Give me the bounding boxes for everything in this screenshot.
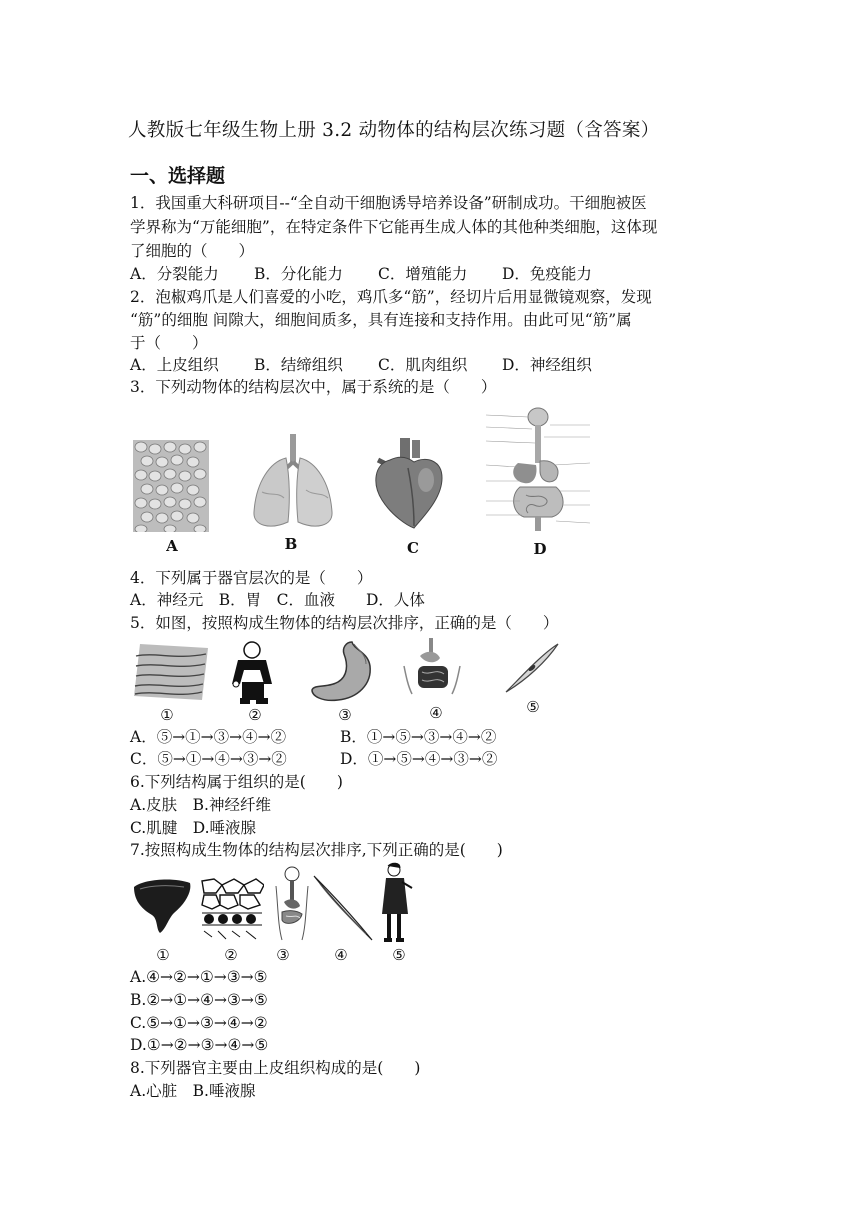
digestive-organs-image: [400, 636, 464, 700]
lungs-image: [250, 432, 336, 532]
q7-option-c: C.⑤→①→③→④→②: [130, 1014, 268, 1032]
q4-question: 4．下列属于器官层次的是（ ）: [130, 569, 373, 587]
q2-option-c: C．肌肉组织: [378, 356, 468, 374]
q2-option-a: A．上皮组织: [130, 356, 219, 374]
q5-question: 5．如图，按照构成生物体的结构层次排序，正确的是（ ）: [130, 614, 559, 632]
q5-figure-label-1: ①: [160, 706, 174, 724]
q1-line-1: 1．我国重大科研项目--“全自动干细胞诱导培养设备”研制成功。干细胞被医: [130, 194, 647, 212]
q6-question: 6.下列结构属于组织的是( ): [130, 773, 343, 791]
q1-option-d: D．免疫能力: [502, 265, 592, 283]
q1-option-a: A．分裂能力: [130, 265, 219, 283]
q7-figure-label-5: ⑤: [392, 946, 406, 964]
q5-option-a: A．⑤→①→③→④→②: [130, 728, 287, 746]
q6-options-row2: C.肌腱 D.唾液腺: [130, 819, 257, 837]
q2-line-2: “筋”的细胞 间隙大，细胞间质多，具有连接和支持作用。由此可见“筋”属: [130, 311, 632, 329]
q1-options: [130, 263, 592, 285]
q1-option-c: C．增殖能力: [378, 265, 468, 283]
q5-figure-label-5: ⑤: [526, 698, 540, 716]
heart-image: [370, 438, 450, 530]
woman-image: [378, 862, 414, 944]
q1-option-b: B．分化能力: [254, 265, 343, 283]
document-title: 人教版七年级生物上册 3.2 动物体的结构层次练习题（含答案）: [128, 120, 660, 141]
q3-figure-label-d: D: [533, 540, 547, 558]
muscle-cell-image: [502, 640, 562, 696]
q7-figure-label-2: ②: [224, 946, 238, 964]
stomach-image: [308, 640, 378, 704]
q7-option-d: D.①→②→③→④→⑤: [130, 1036, 269, 1054]
q2-line-3: 于（ ）: [130, 334, 208, 352]
liver-image: [130, 873, 194, 937]
q8-question: 8.下列器官主要由上皮组织构成的是( ): [130, 1059, 421, 1077]
digestive-system-image: [480, 405, 596, 535]
q5-options-row2: [130, 748, 497, 770]
q2-option-d: D．神经组织: [502, 356, 592, 374]
q5-option-c: C．⑤→①→④→③→②: [130, 750, 287, 768]
q7-figure-label-1: ①: [156, 946, 170, 964]
q3-figure-label-a: A: [166, 537, 178, 555]
q7-figure-label-4: ④: [334, 946, 348, 964]
q2-options: [130, 354, 592, 376]
q8-options: A.心脏 B.唾液腺: [130, 1082, 256, 1100]
human-digestive-system-image: [268, 866, 316, 942]
q2-line-1: 2．泡椒鸡爪是人们喜爱的小吃，鸡爪多“筋”，经切片后用显微镜观察，发现: [130, 288, 652, 306]
q3-question: 3．下列动物体的结构层次中，属于系统的是（ ）: [130, 378, 497, 396]
muscle-tissue-image: [132, 642, 210, 704]
q2-option-b: B．结缔组织: [254, 356, 343, 374]
q5-figure-label-3: ③: [338, 706, 352, 724]
q3-figure-label-c: C: [407, 539, 419, 557]
epithelial-cells-image: [200, 877, 264, 941]
q1-line-2: 学界称为“万能细胞”，在特定条件下它能再生成人体的其他种类细胞，这体现: [130, 218, 658, 236]
section-heading: 一、选择题: [130, 165, 226, 187]
q5-options-row1: [130, 726, 496, 748]
q7-figure-label-3: ③: [276, 946, 290, 964]
q6-options-row1: A.皮肤 B.神经纤维: [130, 796, 271, 814]
q7-option-b: B.②→①→④→③→⑤: [130, 991, 268, 1009]
q5-figure-label-4: ④: [429, 704, 443, 722]
q4-options: A．神经元 B．胃 C．血液 D．人体: [130, 591, 425, 609]
q7-question: 7.按照构成生物体的结构层次排序,下列正确的是( ): [130, 841, 503, 859]
q5-option-d: D．①→⑤→④→③→②: [340, 750, 498, 768]
q1-line-3: 了细胞的（ ）: [130, 242, 255, 260]
q7-option-a: A.④→②→①→③→⑤: [130, 968, 268, 986]
muscle-fiber-image: [310, 872, 376, 944]
q5-option-b: B．①→⑤→③→④→②: [340, 728, 497, 746]
epithelial-tissue-image: [133, 440, 209, 532]
child-image: [230, 640, 280, 706]
q5-figure-label-2: ②: [248, 706, 262, 724]
q3-figure-label-b: B: [284, 535, 298, 553]
